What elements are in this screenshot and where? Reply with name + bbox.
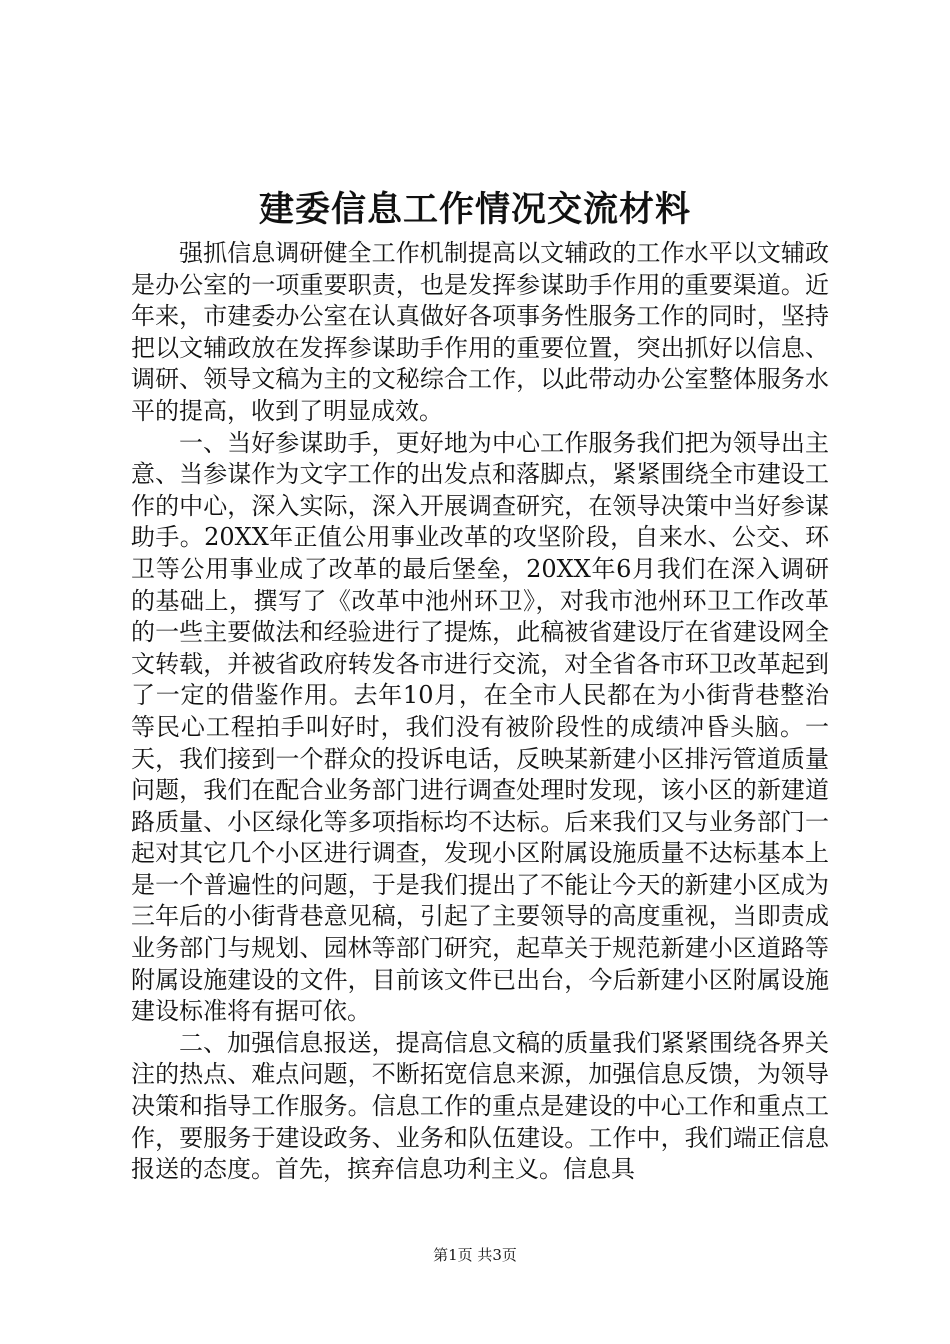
paragraph-intro: 强抓信息调研健全工作机制提高以文辅政的工作水平以文辅政是办公室的一项重要职责，也是发挥参谋助手作用的重要渠道。近年来，市建委办公室在认真做好各项事务性服务工作的同时，坚持把以文辅政放在发挥参谋助手作用的重要位置，突出抓好以信息、调研、领导文稿为主的文秘综合工作，以此带动办公室整体服务水平的提高，收到了明显成效。 <box>131 239 829 425</box>
document-title: 建委信息工作情况交流材料 <box>258 189 691 230</box>
paragraph-section-1: 一、当好参谋助手，更好地为中心工作服务我们把为领导出主意、当参谋作为文字工作的出发点和落脚点，紧紧围绕全市建设工作的中心，深入实际，深入开展调查研究，在领导决策中当好参谋助手。20XX年正值公用事业改革的攻坚阶段，自来水、公交、环卫等公用事业成了改革的最后堡垒，20XX年6月我们在深入调研的基础上，撰写了《改革中池州环卫》，对我市池州环卫工作改革的一些主要做法和经验进行了提炼，此稿被省建设厅在省建设网全文转载，并被省政府转发各市进行交流，对全省各市环卫改革起到了一定的借鉴作用。去年10月，在全市人民都在为小街背巷整治等民心工程拍手叫好时，我们没有被阶段性的成绩冲昏头脑。一天，我们接到一个群众的投诉电话，反映某新建小区排污管道质量问题，我们在配合业务部门进行调查处理时发现，该小区的新建道路质量、小区绿化等多项指标均不达标。后来我们又与业务部门一起对其它几个小区进行调查，发现小区附属设施质量不达标基本上是一个普遍性的问题，于是我们提出了不能让今天的新建小区成为三年后的小街背巷意见稿，引起了主要领导的高度重视，当即责成业务部门与规划、园林等部门研究，起草关于规范新建小区道路等附属设施建设的文件，目前该文件已出台，今后新建小区附属设施建设标准将有据可依。 <box>131 428 829 1026</box>
document-body <box>131 238 829 1186</box>
paragraph-section-2: 二、加强信息报送，提高信息文稿的质量我们紧紧围绕各界关注的热点、难点问题，不断拓宽信息来源，加强信息反馈，为领导决策和指导工作服务。信息工作的重点是建设的中心工作和重点工作，要服务于建设政务、业务和队伍建设。工作中，我们端正信息报送的态度。首先，摈弃信息功利主义。信息具 <box>131 1028 829 1184</box>
page-number-footer: 第1页 共3页 <box>433 1246 517 1264</box>
